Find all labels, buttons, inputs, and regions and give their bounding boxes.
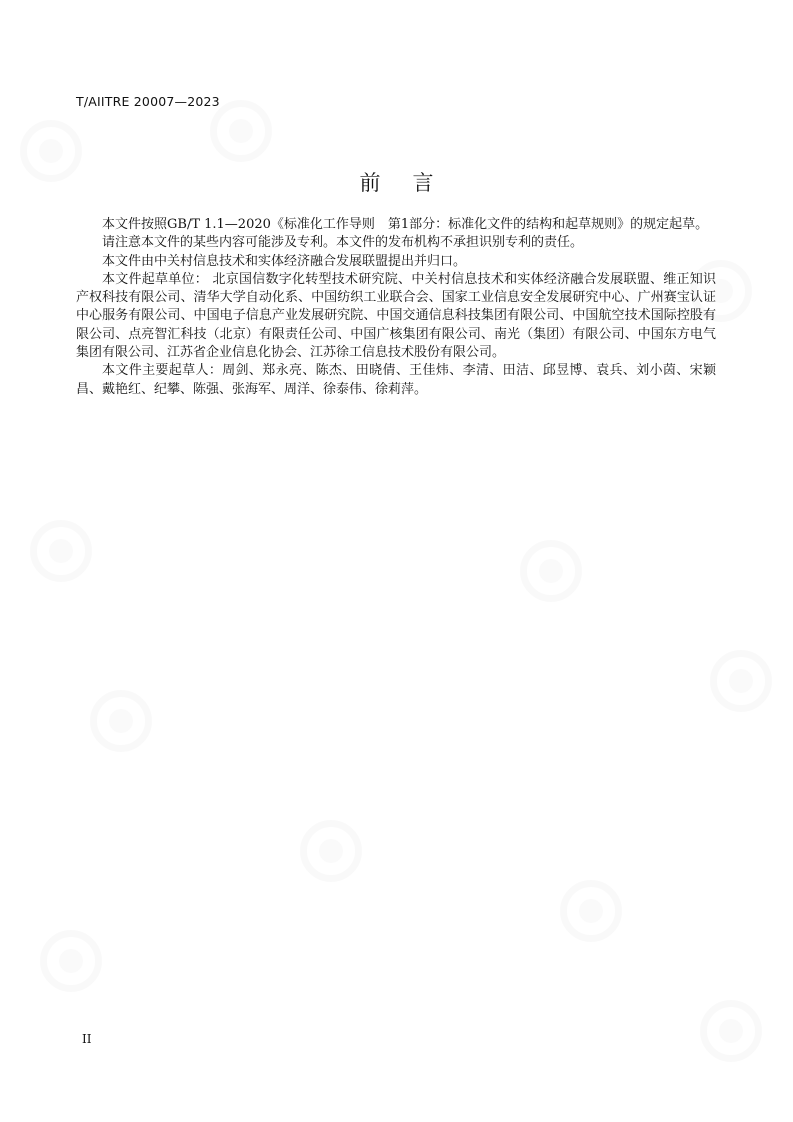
paragraph-proposer: 本文件由中关村信息技术和实体经济融合发展联盟提出并归口。 (102, 253, 467, 269)
watermark-logo-icon (560, 880, 622, 942)
document-code: T/AIITRE 20007—2023 (76, 94, 220, 109)
watermark-logo-icon (40, 930, 102, 992)
watermark-logo-icon (210, 100, 272, 162)
paragraph-standard-basis: 本文件按照GB/T 1.1—2020《标准化工作导则 第1部分：标准化文件的结构和起草规则》的规定起草。 (102, 217, 709, 232)
watermark-logo-icon (710, 650, 772, 712)
watermark-logo-icon (520, 540, 582, 602)
watermark-logo-icon (90, 690, 152, 752)
watermark-logo-icon (300, 820, 362, 882)
watermark-logo-icon (700, 1000, 762, 1062)
paragraph-drafters: 本文件主要起草人：周剑、郑永亮、陈杰、田晓倩、王佳炜、李清、田洁、邱昱博、袁兵、刘小茵、宋颖昌、戴艳红、纪攀、陈强、张海军、周洋、徐泰伟、徐莉萍。 (76, 363, 716, 397)
page-title: 前言 (359, 171, 466, 195)
paragraph-patent-notice: 请注意本文件的某些内容可能涉及专利。本文件的发布机构不承担识别专利的责任。 (102, 235, 584, 251)
page-number: II (82, 1032, 92, 1046)
foreword-body (76, 216, 716, 399)
paragraph-drafting-units: 本文件起草单位： 北京国信数字化转型技术研究院、中关村信息技术和实体经济融合发展联盟、维正知识产权科技有限公司、清华大学自动化系、中国纺织工业联合会、国家工业信息安全发展研究中心、广州赛宝认证中心服务有限公司、中国电子信息产业发展研究院、中国交通信息科技集团有限公司、中国航空技术国际控股有限公司、点亮智汇科技（北京）有限责任公司、中国广核集团有限公司、南光（集团）有限公司、中国东方电气集团有限公司、江苏省企业信息化协会、江苏徐工信息技术股份有限公司。 (76, 271, 716, 361)
watermark-logo-icon (30, 520, 92, 582)
